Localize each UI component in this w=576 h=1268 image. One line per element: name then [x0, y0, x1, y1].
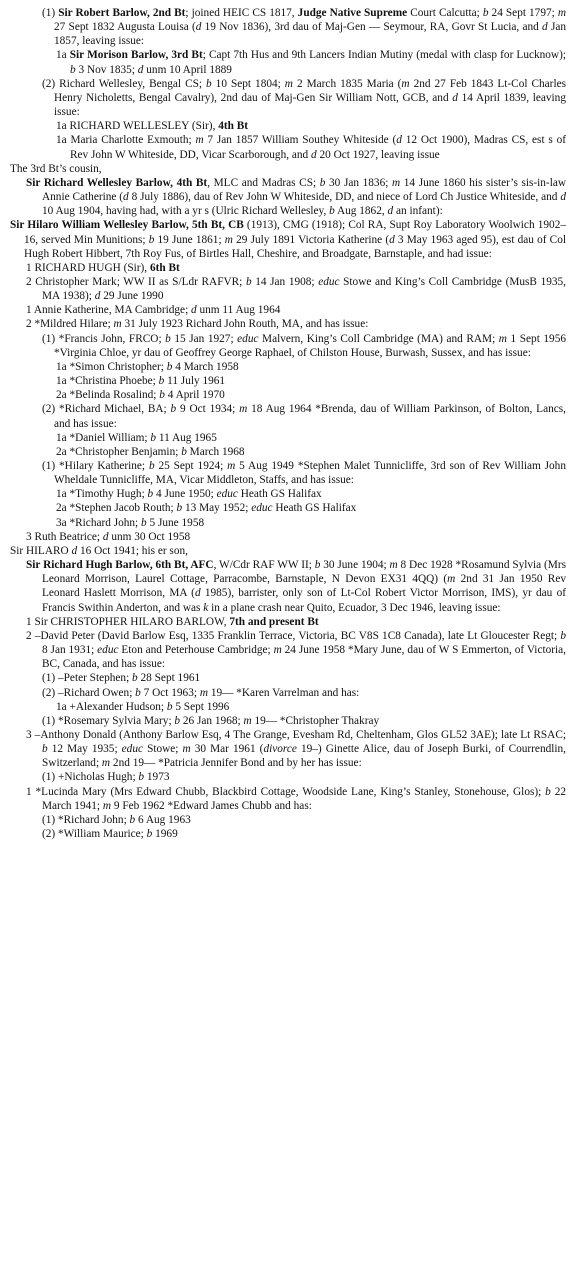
genealogy-entry: 1a *Timothy Hugh; b 4 June 1950; educ Heath GS Halifax: [56, 488, 322, 501]
genealogy-entry: (2) Richard Wellesley, Bengal CS; b 10 Sept 1804; m 2 March 1835 Maria (m 2nd 27 Feb 1843 Lt-Col Charles Henry Nicholetts, Bengal Cavalry), 2nd dau of Maj-Gen Sir William Nott, GCB, and d 14 April 1839, leaving issue:: [42, 77, 566, 119]
genealogy-entry: 1a *Christina Phoebe; b 11 July 1961: [56, 375, 226, 388]
genealogy-entry: 1a +Alexander Hudson; b 5 Sept 1996: [56, 700, 230, 713]
genealogy-entry: 2 *Mildred Hilare; m 31 July 1923 Richard John Routh, MA, and has issue:: [26, 318, 369, 331]
genealogy-entry: Sir Richard Wellesley Barlow, 4th Bt, MLC and Madras CS; b 30 Jan 1836; m 14 June 1860 his sister’s sis-in-law Annie Catherine (d 8 July 1886), dau of Rev John W Whiteside, DD, and niece of Lord Ch Justice Whiteside, and d 10 Aug 1904, having had, with a yr s (Ulric Richard Wellesley, b Aug 1862, d an infant):: [26, 176, 567, 218]
genealogy-entry: (1) +Nicholas Hugh; b 1973: [42, 771, 170, 784]
genealogy-entry: 1a *Simon Christopher; b 4 March 1958: [56, 360, 239, 373]
genealogy-entry: (2) *William Maurice; b 1969: [42, 828, 178, 841]
genealogy-entry: 1a Maria Charlotte Exmouth; m 7 Jan 1857 William Southey Whiteside (d 12 Oct 1900), Madras CS, est s of Rev John W Whiteside, DD, Vicar Scarborough, and d 20 Oct 1927, leaving issue: [56, 134, 566, 161]
genealogy-entry: (1) *Hilary Katherine; b 25 Sept 1924; m 5 Aug 1949 *Stephen Malet Tunnicliffe, 3rd son of Rev William John Wheldale Tunnicliffe, MA, Vicar Middleton, Staffs, and has issue:: [42, 460, 566, 487]
genealogy-entry: 1a Sir Morison Barlow, 3rd Bt; Capt 7th Hus and 9th Lancers Indian Mutiny (medal with clasp for Lucknow); b 3 Nov 1835; d unm 10 April 1889: [56, 49, 566, 76]
genealogy-entry: Sir Richard Hugh Barlow, 6th Bt, AFC, W/Cdr RAF WW II; b 30 June 1904; m 8 Dec 1928 *Rosamund Sylvia (Mrs Leonard Morrison, Laurel Cottage, Parracombe, Barnstaple, N Devon EX31 4QQ) (m 2nd 31 Jan 1950 Rev Leonard Haslett Morrison, MA (d 1985), barrister, only son of Lt-Col Robert Victor Morrison, IMS), yr dau of Francis Swithin Anderton, and was k in a plane crash near Quito, Ecuador, 3 Dec 1946, leaving issue:: [26, 559, 567, 614]
genealogy-entry: 3 –Anthony Donald (Anthony Barlow Esq, 4 The Grange, Evesham Rd, Cheltenham, Glos GL52 3AE); late Lt RSAC; b 12 May 1935; educ Stowe; m 30 Mar 1961 (divorce 19–) Ginette Alice, dau of Joseph Burki, of Courrendlin, Switzerland; m 2nd 19— *Patricia Jennifer Bond and by her has issue:: [26, 728, 566, 770]
genealogy-entry: 2 –David Peter (David Barlow Esq, 1335 Franklin Terrace, Victoria, BC V8S 1C8 Canada), late Lt Gloucester Regt; b 8 Jan 1931; educ Eton and Peterhouse Cambridge; m 24 June 1958 *Mary June, dau of W S Emmerton, of Victoria, BC, Canada, and has issue:: [26, 629, 566, 671]
genealogy-entry: 1a *Daniel William; b 11 Aug 1965: [56, 431, 217, 444]
genealogy-entry: The 3rd Bt’s cousin,: [10, 162, 102, 175]
genealogy-entry: 3 Ruth Beatrice; d unm 30 Oct 1958: [26, 530, 191, 543]
genealogy-entry: (2) –Richard Owen; b 7 Oct 1963; m 19— *Karen Varrelman and has:: [42, 686, 360, 699]
genealogy-entry: 2a *Belinda Rosalind; b 4 April 1970: [56, 389, 225, 402]
genealogy-entry: (1) Sir Robert Barlow, 2nd Bt; joined HEIC CS 1817, Judge Native Supreme Court Calcutta; b 24 Sept 1797; m 27 Sept 1832 Augusta Louisa (d 19 Nov 1836), 3rd dau of Maj-Gen — Seymour, RA, Govr St Lucia, and d Jan 1857, leaving issue:: [42, 7, 567, 48]
genealogy-entry: 1 RICHARD HUGH (Sir), 6th Bt: [26, 261, 180, 274]
genealogy-entry: Sir HILARO d 16 Oct 1941; his er son,: [10, 544, 188, 557]
genealogy-entry: 2a *Stephen Jacob Routh; b 13 May 1952; educ Heath GS Halifax: [56, 502, 357, 515]
genealogy-entry: (1) *Richard John; b 6 Aug 1963: [42, 813, 191, 826]
genealogy-entry: 1a RICHARD WELLESLEY (Sir), 4th Bt: [56, 120, 249, 133]
genealogy-entry: 1 Annie Katherine, MA Cambridge; d unm 11 Aug 1964: [26, 304, 281, 317]
genealogy-entry: 1 Sir CHRISTOPHER HILARO BARLOW, 7th and present Bt: [26, 615, 319, 628]
document-page: [10, 6, 566, 841]
genealogy-entry: 2 Christopher Mark; WW II as S/Ldr RAFVR; b 14 Jan 1908; educ Stowe and King’s Coll Cambridge (MusB 1935, MA 1938); d 29 June 1990: [26, 275, 566, 303]
genealogy-entry: (1) *Francis John, FRCO; b 15 Jan 1927; educ Malvern, King’s Coll Cambridge (MA) and RAM; m 1 Sept 1956 *Virginia Chloe, yr dau of Geoffrey George Raphael, of Chilston House, Burwash, Sussex, and has issue:: [42, 332, 566, 359]
genealogy-entry: Sir Hilaro William Wellesley Barlow, 5th Bt, CB (1913), CMG (1918); Col RA, Supt Roy Laboratory Woolwich 1902–16, served Min Munitions; b 19 June 1861; m 29 July 1891 Victoria Katherine (d 3 May 1963 aged 95), est dau of Col Hugh Robert Hibbert, 7th Roy Fus, of Birtles Hall, Cheshire, and Broadgate, Barnstaple, and had issue:: [10, 219, 566, 260]
genealogy-entry: 1 *Lucinda Mary (Mrs Edward Chubb, Blackbird Cottage, Woodside Lane, King’s Stanley, Stonehouse, Glos); b 22 March 1941; m 9 Feb 1962 *Edward James Chubb and has:: [26, 785, 566, 812]
genealogy-entry: (2) *Richard Michael, BA; b 9 Oct 1934; m 18 Aug 1964 *Brenda, dau of William Parkinson, of Bolton, Lancs, and has issue:: [42, 403, 566, 430]
genealogy-entry: (1) *Rosemary Sylvia Mary; b 26 Jan 1968; m 19— *Christopher Thakray: [42, 714, 380, 727]
genealogy-entry: (1) –Peter Stephen; b 28 Sept 1961: [42, 672, 201, 685]
genealogy-entry: 3a *Richard John; b 5 June 1958: [56, 516, 205, 529]
genealogy-entry: 2a *Christopher Benjamin; b March 1968: [56, 445, 245, 458]
